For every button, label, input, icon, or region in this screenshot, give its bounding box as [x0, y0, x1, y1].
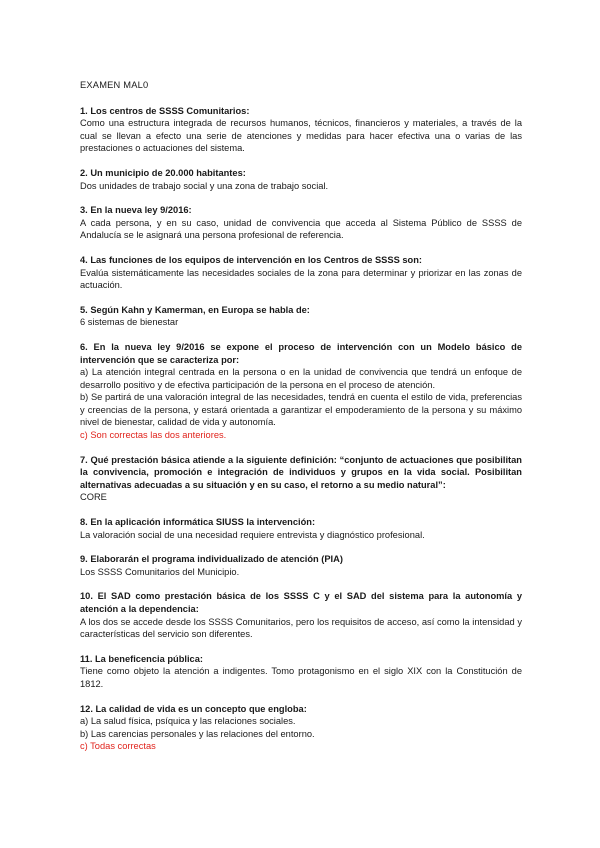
answer-text: La valoración social de una necesidad requiere entrevista y diagnóstico profesional. — [80, 529, 425, 540]
answer-text: Evalúa sistemáticamente las necesidades sociales de la zona para determinar y priorizar en las zonas de actuación. — [80, 267, 522, 291]
question-8 — [80, 516, 522, 541]
question-title: 8. En la aplicación informática SIUSS la intervención: — [80, 517, 316, 528]
question-title: 1. Los centros de SSSS Comunitarios: — [80, 105, 250, 116]
question-title: 10. El SAD como prestación básica de los SSSS C y el SAD del sistema para la autonomía y atención a la dependencia: — [80, 591, 522, 614]
question-9 — [80, 553, 522, 578]
question-title: 9. Elaborarán el programa individualizado de atención (PIA) — [80, 554, 343, 565]
question-title: 7. Qué prestación básica atiende a la siguiente definición: “conjunto de actuaciones que posibilitan la convivencia, promoción e integración de individuos y grupos en la vida social. Posibilitan alternativas adecuadas a su situación y en su caso, el retorno a su medio natural”: — [80, 454, 522, 490]
question-5 — [80, 304, 522, 329]
question-4 — [80, 254, 522, 292]
answer-option-b: b) Se partirá de una valoración integral de las necesidades, tendrá en cuenta el estilo de vida, preferencias y creencias de la persona, y estará orientada a garantizar el empoderamiento de la persona y su máximo nivel de bienestar, calidad de vida y autonomía. — [80, 392, 522, 428]
answer-text: 6 sistemas de bienestar — [80, 317, 179, 328]
answer-text: Como una estructura integrada de recursos humanos, técnicos, financieros y materiales, a través de la cual se llevan a efecto una serie de atenciones y medidas para hacer efectiva una o varias de las prestaciones o actuaciones del sistema. — [80, 118, 522, 154]
answer-text: Tiene como objeto la atención a indigentes. Tomo protagonismo en el siglo XIX con la Constitución de 1812. — [80, 666, 522, 689]
answer-text: Los SSSS Comunitarios del Municipio. — [80, 566, 240, 577]
question-title: 3. En la nueva ley 9/2016: — [80, 205, 192, 216]
question-title: 11. La beneficencia pública: — [80, 653, 203, 664]
question-title: 5. Según Kahn y Kamerman, en Europa se habla de: — [80, 304, 310, 315]
question-11 — [80, 653, 522, 691]
correct-answer: c) Todas correctas — [80, 741, 156, 752]
answer-option-b: b) Las carencias personales y las relaciones del entorno. — [80, 728, 315, 739]
question-6 — [80, 341, 522, 442]
correct-answer: c) Son correctas las dos anteriores. — [80, 430, 227, 441]
answer-text: A cada persona, y en su caso, unidad de convivencia que acceda al Sistema Público de SSSS de Andalucía se le asignará una persona profesional de referencia. — [80, 217, 522, 241]
question-title: 12. La calidad de vida es un concepto que engloba: — [80, 703, 307, 714]
question-title: 4. Las funciones de los equipos de intervención en los Centros de SSSS son: — [80, 254, 422, 265]
question-3 — [80, 204, 522, 242]
question-title: 6. En la nueva ley 9/2016 se expone el proceso de intervención con un Modelo básico de intervención que se caracteriza por: — [80, 341, 522, 365]
page-title: EXAMEN MAL0 — [80, 80, 149, 90]
question-1 — [80, 105, 522, 155]
question-10 — [80, 590, 522, 640]
answer-option-a: a) La salud física, psíquica y las relaciones sociales. — [80, 716, 296, 727]
answer-text: A los dos se accede desde los SSSS Comunitarios, pero los requisitos de acceso, así como la intensidad y características del servicio son diferentes. — [80, 616, 522, 640]
question-12 — [80, 703, 522, 753]
answer-text: Dos unidades de trabajo social y una zona de trabajo social. — [80, 180, 329, 191]
question-2 — [80, 167, 522, 192]
answer-option-a: a) La atención integral centrada en la persona o en la unidad de convivencia que tendrá un enfoque de desarrollo positivo y de efectiva participación de la persona en el proceso de atención. — [80, 367, 522, 390]
question-title: 2. Un municipio de 20.000 habitantes: — [80, 167, 246, 178]
question-7 — [80, 454, 522, 504]
answer-text: CORE — [80, 492, 107, 503]
